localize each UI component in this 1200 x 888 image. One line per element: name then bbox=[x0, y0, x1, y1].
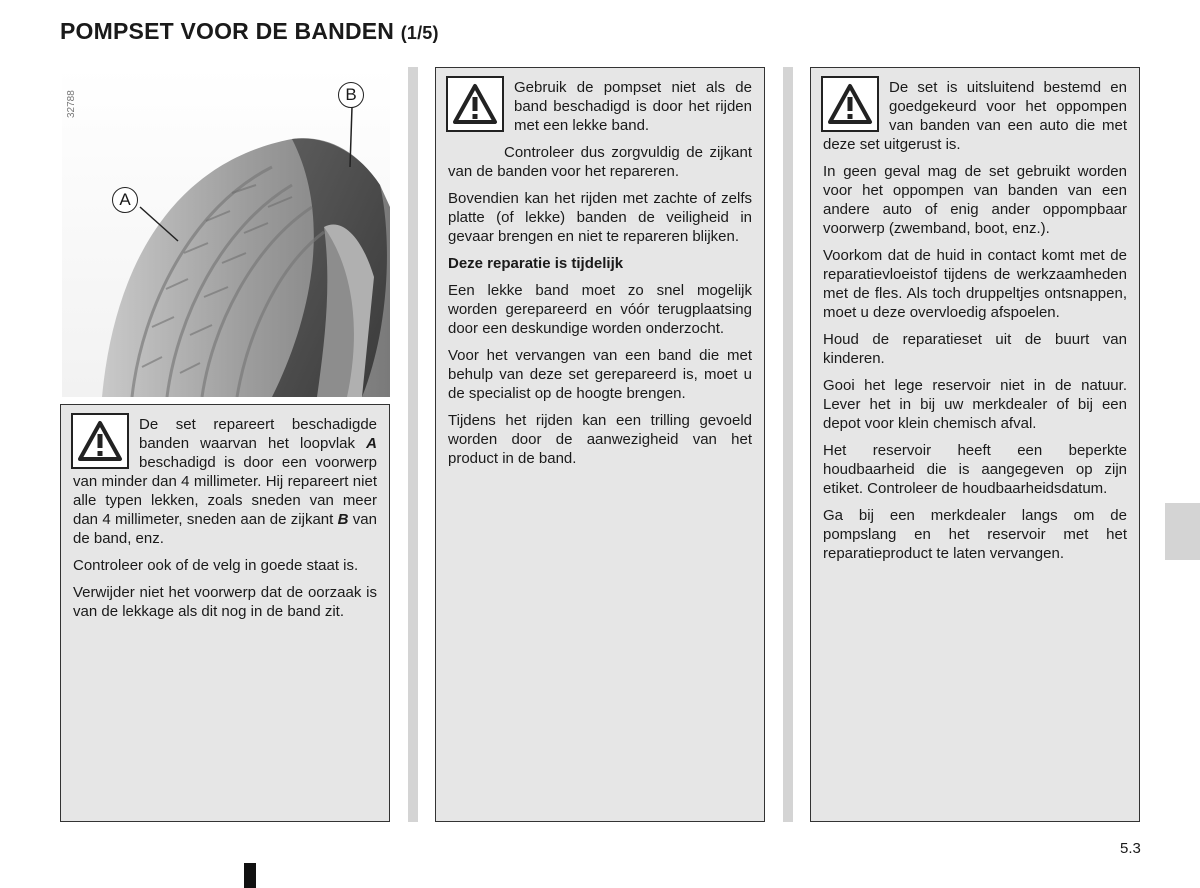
page-title bbox=[60, 18, 439, 45]
chapter-tab bbox=[1165, 503, 1200, 560]
warning-paragraph: Tijdens het rijden kan een trilling gevoeld worden door de aanwezigheid van het product in de band. bbox=[448, 412, 752, 467]
warning-paragraph: Voor het vervangen van een band die met behulp van deze set gerepareerd is, moet u de specialist op de hoogte brengen. bbox=[448, 347, 752, 402]
title-text: POMPSET VOOR DE BANDEN bbox=[60, 18, 395, 44]
page-marker bbox=[244, 863, 256, 888]
warning-box-right bbox=[810, 67, 1140, 822]
warning-paragraph: De set is uitsluitend bestemd en goedgekeurd voor het oppompen van banden van een auto die met deze set uitgerust is. bbox=[823, 79, 1127, 153]
page-number: 5.3 bbox=[1120, 840, 1141, 857]
warning-paragraph: Het reservoir heeft een beperkte houdbaarheid die is aangegeven op zijn etiket. Controleer de houdbaarheidsdatum. bbox=[823, 442, 1127, 497]
section-heading: Deze reparatie is tijdelijk bbox=[448, 255, 624, 272]
warning-paragraph: Houd de reparatieset uit de buurt van kinderen. bbox=[823, 331, 1127, 367]
warning-paragraph: In geen geval mag de set gebruikt worden voor het oppompen van banden van een andere auto of enig ander oppompbaar voorwerp (zwemband, boot, enz.). bbox=[823, 163, 1127, 237]
warning-paragraph: Gooi het lege reservoir niet in de natuur. Lever het in bij uw merkdealer of bij een depot voor klein chemisch afval. bbox=[823, 377, 1127, 432]
callout-b: B bbox=[338, 82, 364, 108]
warning-paragraph: Gebruik de pompset niet als de band beschadigd is door het rijden met een lekke band. bbox=[514, 79, 752, 134]
callout-a: A bbox=[112, 187, 138, 213]
warning-paragraph: Een lekke band moet zo snel mogelijk worden gerepareerd en vóór terugplaatsing door een deskundige worden onderzocht. bbox=[448, 282, 752, 337]
warning-triangle-icon bbox=[446, 76, 504, 132]
column-divider bbox=[783, 67, 793, 822]
warning-box-middle bbox=[435, 67, 765, 822]
warning-paragraph: Ga bij een merkdealer langs om de pompslang en het reservoir met het reparatieproduct te laten vervangen. bbox=[823, 507, 1127, 562]
column-divider bbox=[408, 67, 418, 822]
warning-triangle-icon bbox=[71, 413, 129, 469]
warning-paragraph: De set repareert beschadigde banden waarvan het loopvlak A beschadigd is door een voorwerp van minder dan 4 millimeter. Hij repareert niet alle typen lekken, zoals sneden van meer dan 4 millimeter, sneden aan de zijkant B van de band, enz. bbox=[73, 416, 377, 547]
warning-paragraph: Controleer ook of de velg in goede staat is. bbox=[73, 557, 359, 574]
warning-paragraph: Verwijder niet het voorwerp dat de oorzaak is van de lekkage als dit nog in de band zit. bbox=[73, 584, 377, 620]
figure-code: 32788 bbox=[66, 90, 77, 118]
tyre-photo bbox=[62, 67, 390, 397]
warning-paragraph: Voorkom dat de huid in contact komt met de reparatievloeistof tijdens de werkzaamheden met de fles. Als toch druppeltjes ontsnappen, moet u deze overvloedig afspoelen. bbox=[823, 247, 1127, 321]
warning-triangle-icon bbox=[821, 76, 879, 132]
warning-paragraph: Controleer dus zorgvuldig de zijkant van de banden voor het repareren. bbox=[448, 144, 752, 180]
title-page-of: (1/5) bbox=[400, 23, 439, 43]
warning-paragraph: Bovendien kan het rijden met zachte of zelfs platte (of lekke) banden de veiligheid in gevaar brengen en niet te repareren blijken. bbox=[448, 190, 752, 245]
warning-box-left bbox=[60, 404, 390, 822]
